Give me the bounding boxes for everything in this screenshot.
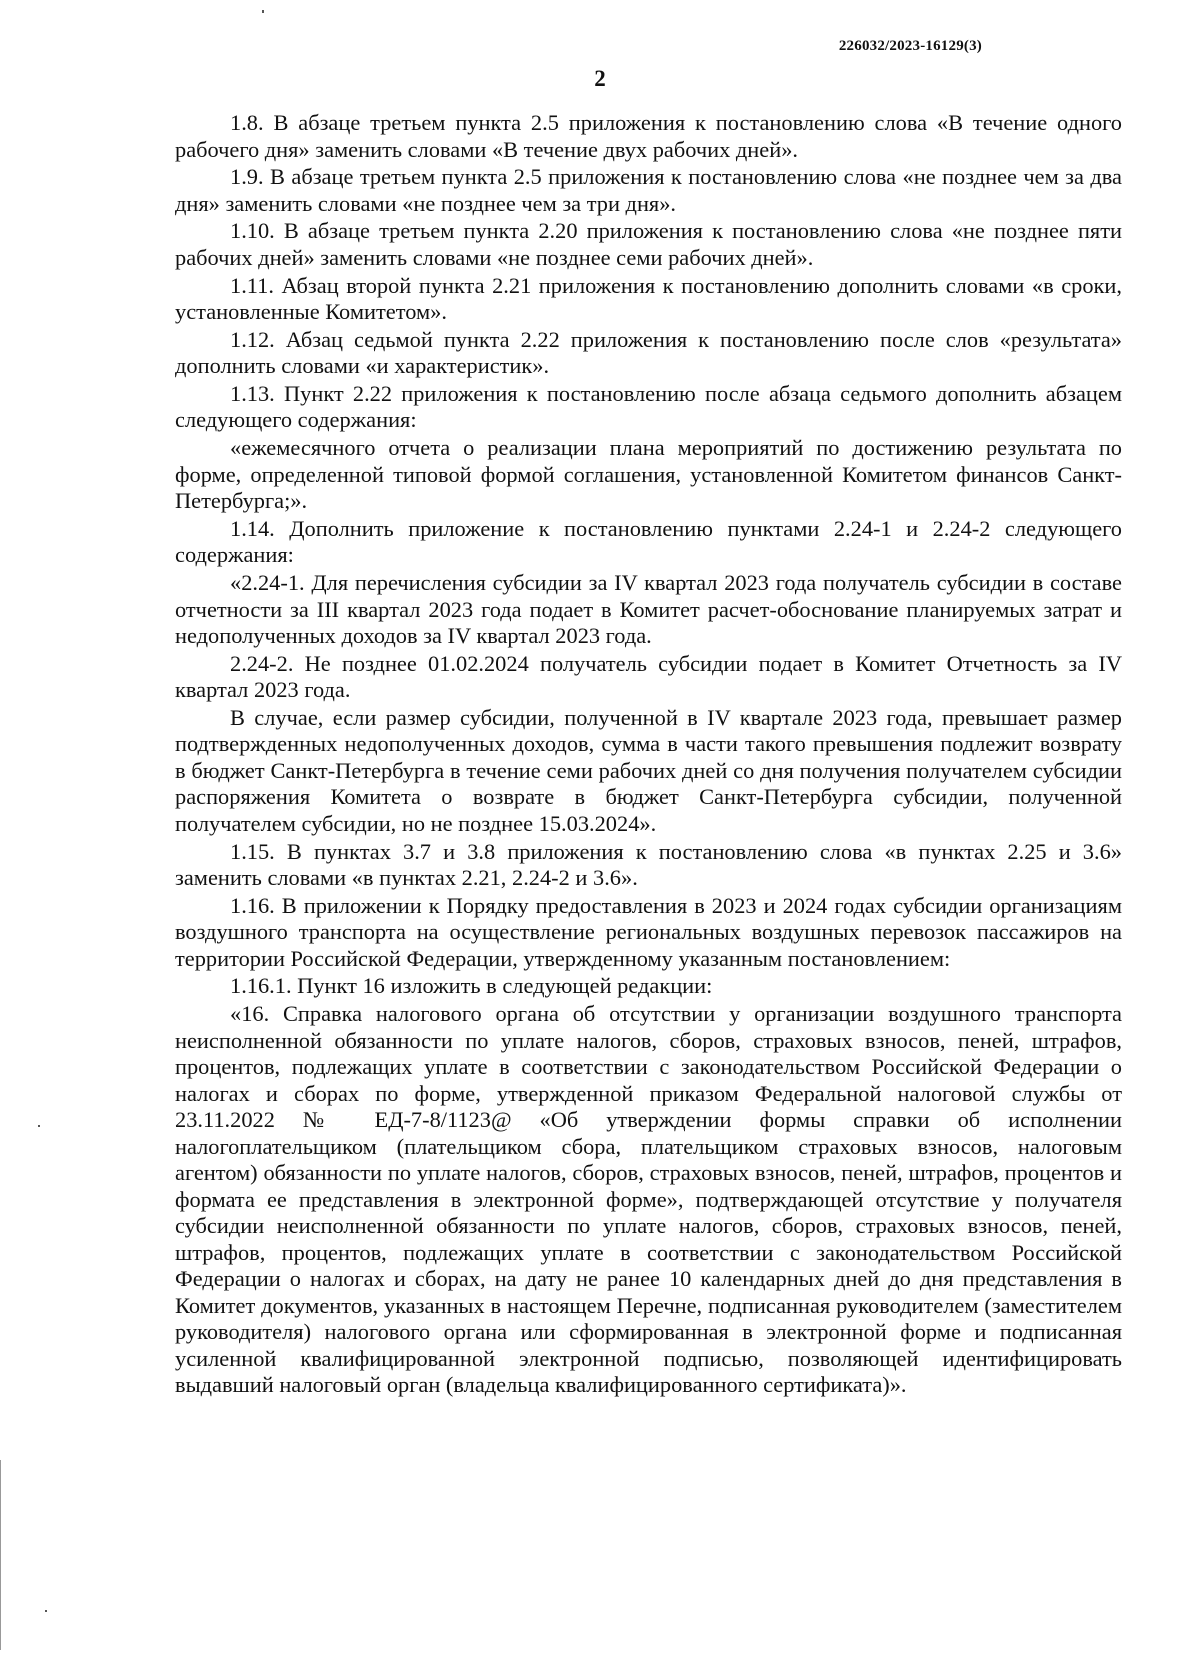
paragraph: 1.8. В абзаце третьем пункта 2.5 приложения к постановлению слова «В течение одного рабочего дня» заменить словами «В течение двух рабочих дней». [175,110,1122,162]
paragraph: 1.9. В абзаце третьем пункта 2.5 приложения к постановлению слова «не позднее чем за два дня» заменить словами «не позднее чем за три дня». [175,164,1122,216]
paragraph: 1.16. В приложении к Порядку предоставления в 2023 и 2024 годах субсидии организациям воздушного транспорта на осуществление региональных воздушных перевозок пассажиров на территории Российской Федерации, утвержденному указанным постановлением: [175,892,1122,971]
paragraph: 1.15. В пунктах 3.7 и 3.8 приложения к постановлению слова «в пунктах 2.25 и 3.6» заменить словами «в пунктах 2.21, 2.24-2 и 3.6». [175,838,1122,891]
scan-speck [262,10,264,13]
scan-edge-line [0,1460,1,1650]
scan-speck [45,1610,47,1612]
paragraph: 1.16.1. Пункт 16 изложить в следующей редакции: [230,973,713,999]
paragraph: «16. Справка налогового органа об отсутствии у организации воздушного транспорта неисполненной обязанности по уплате налогов, сборов, страховых взносов, пеней, штрафов, процентов, подлежащих уплате в соответствии с законодательством Российской Федерации о налогах и сборах по форме, утвержденной приказом Федеральной налоговой службы от 23.11.2022 № ЕД-7-8/1123@ «Об утверждении формы справки об исполнении налогоплательщиком (плательщиком сбора, плательщиком страховых взносов, налоговым агентом) обязанности по уплате налогов, сборов, страховых взносов, пеней, штрафов, процентов и формата ее представления в электронной форме», подтверждающей отсутствие у получателя субсидии неисполненной обязанности по уплате налогов, сборов, страховых взносов, пеней, штрафов, процентов, подлежащих уплате в соответствии с законодательством Российской Федерации о налогах и сборах, на дату не ранее 10 календарных дней до дня представления в Комитет документов, указанных в настоящем Перечне, подписанная руководителем (заместителем руководителя) налогового органа или сформированная в электронной форме и подписанная усиленной квалифицированной электронной подписью, позволяющей идентифицировать выдавший налоговый орган (владельца квалифицированного сертификата)». [175,1001,1122,1398]
paragraph: «ежемесячного отчета о реализации плана мероприятий по достижению результата по форме, определенной типовой формой соглашения, установленной Комитетом финансов Санкт-Петербурга;». [175,435,1122,514]
paragraph: 1.14. Дополнить приложение к постановлению пунктами 2.24-1 и 2.24-2 следующего содержания: [175,515,1122,568]
paragraph: 1.10. В абзаце третьем пункта 2.20 приложения к постановлению слова «не позднее пяти рабочих дней» заменить словами «не позднее семи рабочих дней». [175,218,1122,270]
page-number: 2 [594,66,606,91]
document-body [175,110,1122,1400]
paragraph: 1.12. Абзац седьмой пункта 2.22 приложения к постановлению после слов «результата» дополнить словами «и характеристик». [175,326,1122,379]
paragraph: 1.11. Абзац второй пункта 2.21 приложения к постановлению дополнить словами «в сроки, установленные Комитетом». [175,272,1122,325]
document-registration-number: 226032/2023-16129(3) [838,38,982,54]
paragraph: 2.24-2. Не позднее 01.02.2024 получатель субсидии подает в Комитет Отчетность за IV квартал 2023 года. [175,650,1122,703]
scan-speck [38,1125,40,1127]
paragraph: В случае, если размер субсидии, полученной в IV квартале 2023 года, превышает размер подтвержденных недополученных доходов, сумма в части такого превышения подлежит возврату в бюджет Санкт-Петербурга в течение семи рабочих дней со дня получения получателем субсидии распоряжения Комитета о возврате в бюджет Санкт-Петербурга субсидии, полученной получателем субсидии, но не позднее 15.03.2024». [175,704,1122,836]
paragraph: 1.13. Пункт 2.22 приложения к постановлению после абзаца седьмого дополнить абзацем следующего содержания: [175,380,1122,433]
paragraph: «2.24-1. Для перечисления субсидии за IV квартал 2023 года получатель субсидии в составе отчетности за III квартал 2023 года подает в Комитет расчет-обоснование планируемых затрат и недополученных доходов за IV квартал 2023 года. [175,570,1122,648]
